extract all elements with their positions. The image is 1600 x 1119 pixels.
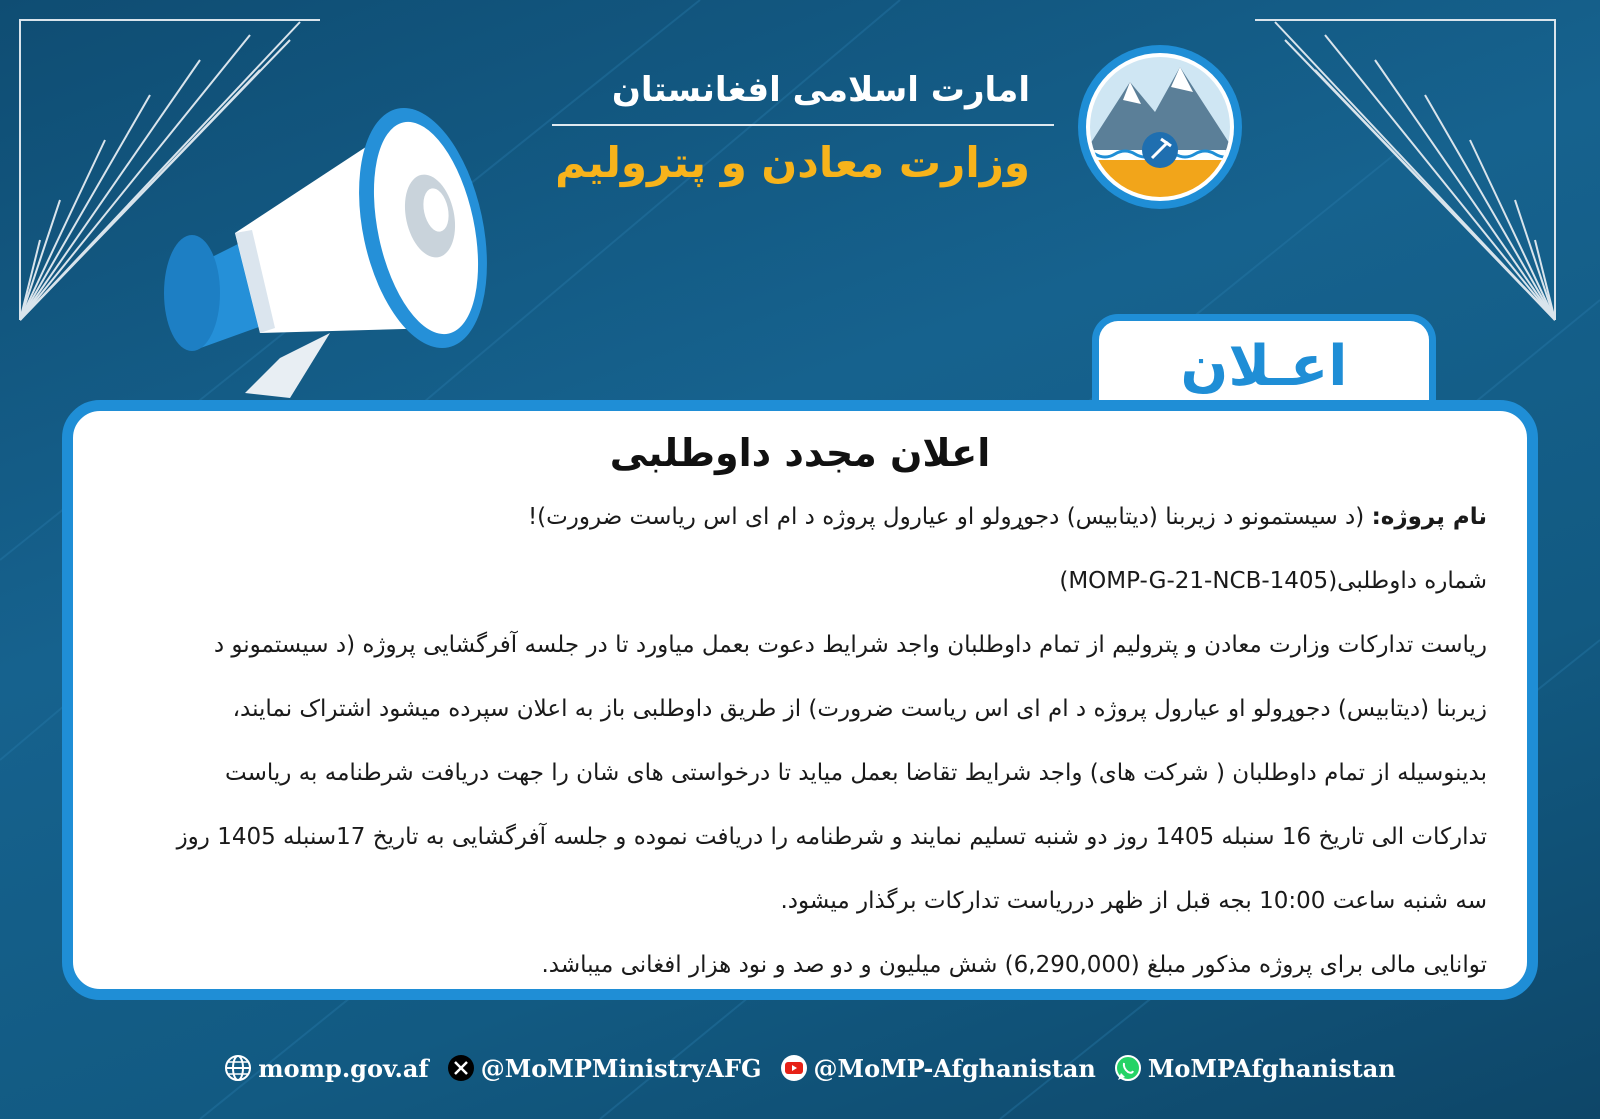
body-line: زیربنا (دیتابیس) دجوړولو او عیارول پروژه د ام ای اس ریاست ضرورت) از طریق داوطلبی باز به اعلان سپرده میشود اشتراک نمایند، [232,696,1487,722]
project-line [113,485,1487,549]
body-line: تدارکات الی تاریخ 16 سنبله 1405 روز دو شنبه تسلیم نمایند و شرطنامه را دریافت نموده و جلسه آفرگشایی به تاریخ 17سنبله 1405 روز [176,824,1487,850]
header-divider [552,124,1054,126]
ministry-logo [1075,42,1245,212]
x-handle: @MoMPMinistryAFG [480,1053,762,1083]
whatsapp-link[interactable] [1114,1054,1396,1083]
emirate-title: امارت اسلامی افغانستان [611,70,1030,110]
corner-fan-right [1255,0,1600,330]
body-line: سه شنبه ساعت 10:00 بجه قبل از ظهر درریاست تدارکات برگذار میشود. [780,888,1487,914]
footer-contacts [200,1046,1420,1090]
body-line: بدینوسیله از تمام داوطلبان ( شرکت های) واجد شرایط تقاضا بعمل میاید تا درخواستی های شان را جهت دریافت شرطنامه به ریاست [225,760,1487,786]
globe-icon [224,1054,252,1082]
megaphone-icon [140,88,520,408]
ministry-title: وزارت معادن و پترولیم [555,138,1030,187]
x-link[interactable] [447,1054,762,1083]
whatsapp-icon [1114,1054,1142,1082]
website-link[interactable] [224,1054,428,1083]
youtube-handle: @MoMP-Afghanistan [813,1053,1096,1083]
announcement-tab-label: اعـلان [1180,334,1348,399]
bid-number: شماره داوطلبی(MOMP-G-21-NCB-1405) [1059,568,1487,594]
notice-title: اعلان مجدد داوطلبی [609,431,991,475]
website-text: momp.gov.af [258,1053,429,1083]
project-label: نام پروژه: [1371,504,1487,530]
x-icon [447,1054,475,1082]
project-name: (د سیستمونو د زیربنا (دیتابیس) دجوړولو او عیارول پروژه د ام ای اس ریاست ضرورت)! [527,504,1372,530]
youtube-icon [780,1054,808,1082]
whatsapp-handle: MoMPAfghanistan [1147,1053,1396,1083]
notice-card [62,400,1538,1000]
body-line: ریاست تدارکات وزارت معادن و پترولیم از تمام داوطلبان واجد شرایط دعوت بعمل میاورد تا در جلسه آفرگشایی پروژه (د سیستمونو د [213,632,1487,658]
body-line: توانایی مالی برای پروژه مذکور مبلغ (6,290,000) شش میلیون و دو صد و نود هزار افغانی میباشد. [541,952,1487,978]
youtube-link[interactable] [780,1054,1096,1083]
